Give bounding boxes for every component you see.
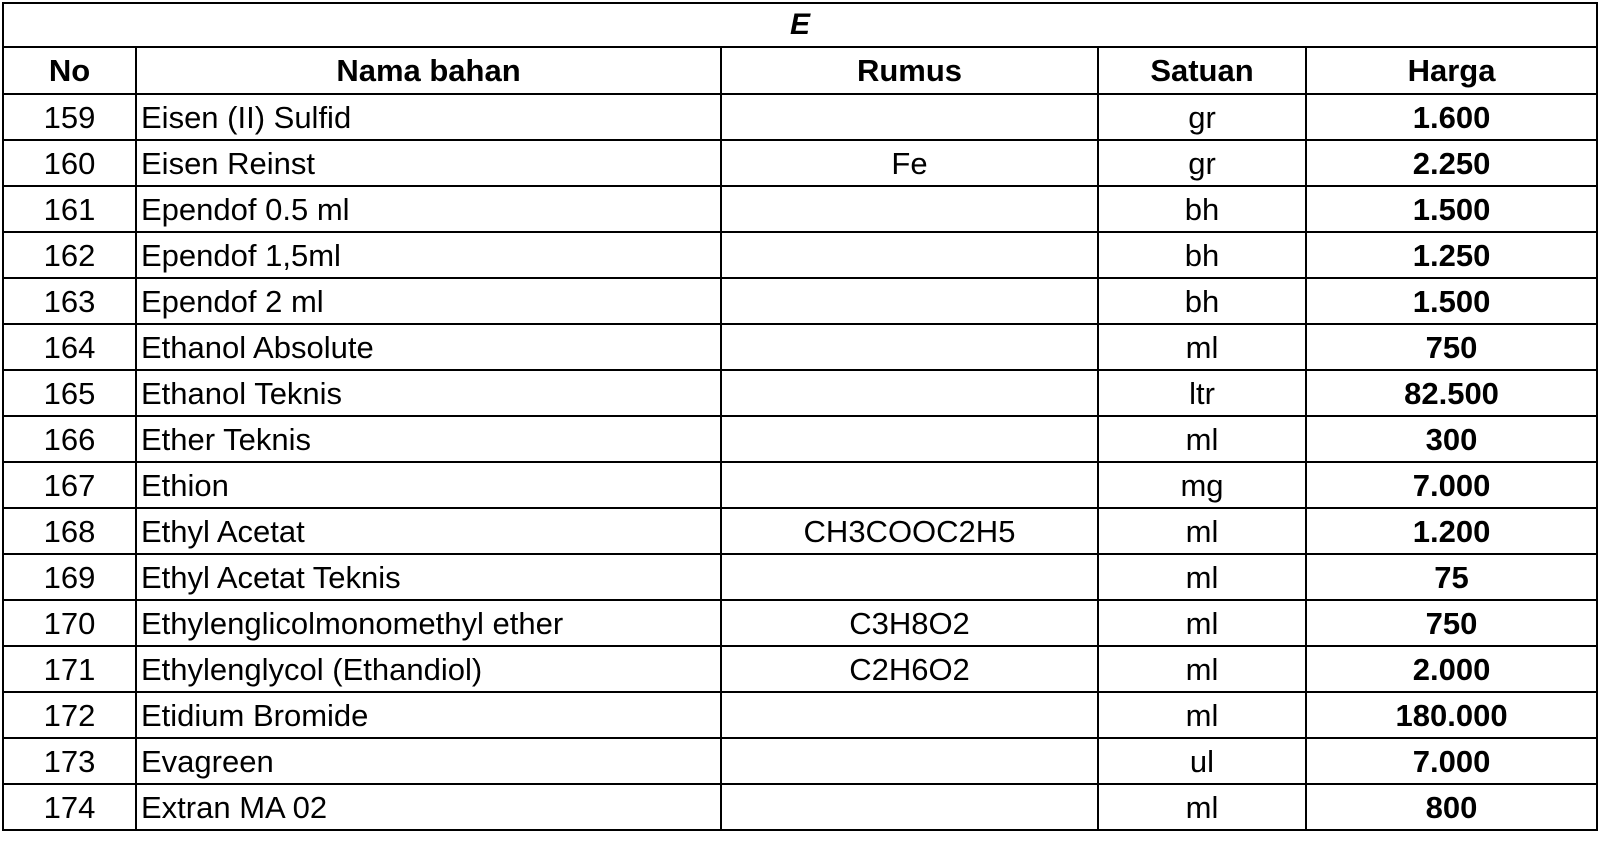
section-title-row: [3, 3, 1597, 47]
cell-unit: bh: [1098, 232, 1306, 278]
cell-unit: ml: [1098, 554, 1306, 600]
header-name: Nama bahan: [136, 47, 721, 94]
column-header-row: [3, 47, 1597, 94]
cell-no: 166: [3, 416, 136, 462]
table-row: [3, 554, 1597, 600]
cell-name: Ependof 1,5ml: [136, 232, 721, 278]
cell-formula: CH3COOC2H5: [721, 508, 1098, 554]
cell-price: 180.000: [1306, 692, 1597, 738]
cell-no: 161: [3, 186, 136, 232]
cell-price: 75: [1306, 554, 1597, 600]
cell-price: 1.500: [1306, 278, 1597, 324]
cell-name: Ethylenglycol (Ethandiol): [136, 646, 721, 692]
cell-formula: [721, 784, 1098, 830]
cell-price: 1.500: [1306, 186, 1597, 232]
cell-name: Etidium Bromide: [136, 692, 721, 738]
cell-unit: ml: [1098, 600, 1306, 646]
price-list-sheet: [2, 2, 1596, 831]
table-row: [3, 600, 1597, 646]
cell-unit: bh: [1098, 278, 1306, 324]
table-row: [3, 278, 1597, 324]
cell-unit: ltr: [1098, 370, 1306, 416]
table-row: [3, 140, 1597, 186]
cell-price: 800: [1306, 784, 1597, 830]
cell-no: 172: [3, 692, 136, 738]
cell-unit: ul: [1098, 738, 1306, 784]
cell-price: 2.250: [1306, 140, 1597, 186]
cell-no: 171: [3, 646, 136, 692]
price-table: [2, 2, 1598, 831]
cell-price: 2.000: [1306, 646, 1597, 692]
cell-price: 750: [1306, 600, 1597, 646]
cell-no: 174: [3, 784, 136, 830]
cell-formula: C3H8O2: [721, 600, 1098, 646]
table-row: [3, 186, 1597, 232]
cell-name: Ethyl Acetat Teknis: [136, 554, 721, 600]
cell-price: 1.600: [1306, 94, 1597, 140]
cell-name: Ether Teknis: [136, 416, 721, 462]
cell-formula: [721, 462, 1098, 508]
header-no: No: [3, 47, 136, 94]
cell-formula: Fe: [721, 140, 1098, 186]
cell-no: 170: [3, 600, 136, 646]
table-row: [3, 232, 1597, 278]
cell-price: 1.250: [1306, 232, 1597, 278]
header-price: Harga: [1306, 47, 1597, 94]
cell-unit: gr: [1098, 140, 1306, 186]
table-row: [3, 416, 1597, 462]
cell-price: 300: [1306, 416, 1597, 462]
table-row: [3, 94, 1597, 140]
cell-formula: [721, 416, 1098, 462]
cell-no: 173: [3, 738, 136, 784]
cell-formula: [721, 554, 1098, 600]
cell-no: 168: [3, 508, 136, 554]
header-unit: Satuan: [1098, 47, 1306, 94]
cell-unit: ml: [1098, 646, 1306, 692]
cell-formula: [721, 738, 1098, 784]
cell-name: Extran MA 02: [136, 784, 721, 830]
cell-unit: bh: [1098, 186, 1306, 232]
cell-unit: ml: [1098, 508, 1306, 554]
table-row: [3, 692, 1597, 738]
cell-name: Ependof 0.5 ml: [136, 186, 721, 232]
table-row: [3, 646, 1597, 692]
cell-price: 7.000: [1306, 738, 1597, 784]
cell-formula: [721, 324, 1098, 370]
cell-price: 7.000: [1306, 462, 1597, 508]
cell-price: 82.500: [1306, 370, 1597, 416]
cell-no: 164: [3, 324, 136, 370]
table-row: [3, 508, 1597, 554]
cell-name: Ependof 2 ml: [136, 278, 721, 324]
cell-unit: ml: [1098, 324, 1306, 370]
cell-no: 167: [3, 462, 136, 508]
cell-unit: ml: [1098, 784, 1306, 830]
cell-formula: [721, 692, 1098, 738]
table-row: [3, 324, 1597, 370]
cell-formula: [721, 186, 1098, 232]
cell-unit: gr: [1098, 94, 1306, 140]
table-row: [3, 462, 1597, 508]
table-row: [3, 738, 1597, 784]
cell-name: Ethanol Absolute: [136, 324, 721, 370]
cell-formula: [721, 370, 1098, 416]
cell-no: 165: [3, 370, 136, 416]
cell-no: 162: [3, 232, 136, 278]
cell-name: Ethanol Teknis: [136, 370, 721, 416]
cell-formula: C2H6O2: [721, 646, 1098, 692]
cell-name: Eisen (II) Sulfid: [136, 94, 721, 140]
cell-unit: ml: [1098, 692, 1306, 738]
table-row: [3, 784, 1597, 830]
cell-name: Ethyl Acetat: [136, 508, 721, 554]
cell-formula: [721, 232, 1098, 278]
cell-name: Ethylenglicolmonomethyl ether: [136, 600, 721, 646]
table-row: [3, 370, 1597, 416]
cell-no: 163: [3, 278, 136, 324]
header-formula: Rumus: [721, 47, 1098, 94]
cell-name: Ethion: [136, 462, 721, 508]
table-body: [3, 94, 1597, 830]
cell-unit: ml: [1098, 416, 1306, 462]
cell-formula: [721, 94, 1098, 140]
cell-no: 169: [3, 554, 136, 600]
cell-name: Evagreen: [136, 738, 721, 784]
cell-name: Eisen Reinst: [136, 140, 721, 186]
cell-price: 1.200: [1306, 508, 1597, 554]
cell-unit: mg: [1098, 462, 1306, 508]
cell-no: 159: [3, 94, 136, 140]
cell-price: 750: [1306, 324, 1597, 370]
cell-no: 160: [3, 140, 136, 186]
cell-formula: [721, 278, 1098, 324]
section-letter: E: [3, 3, 1597, 47]
